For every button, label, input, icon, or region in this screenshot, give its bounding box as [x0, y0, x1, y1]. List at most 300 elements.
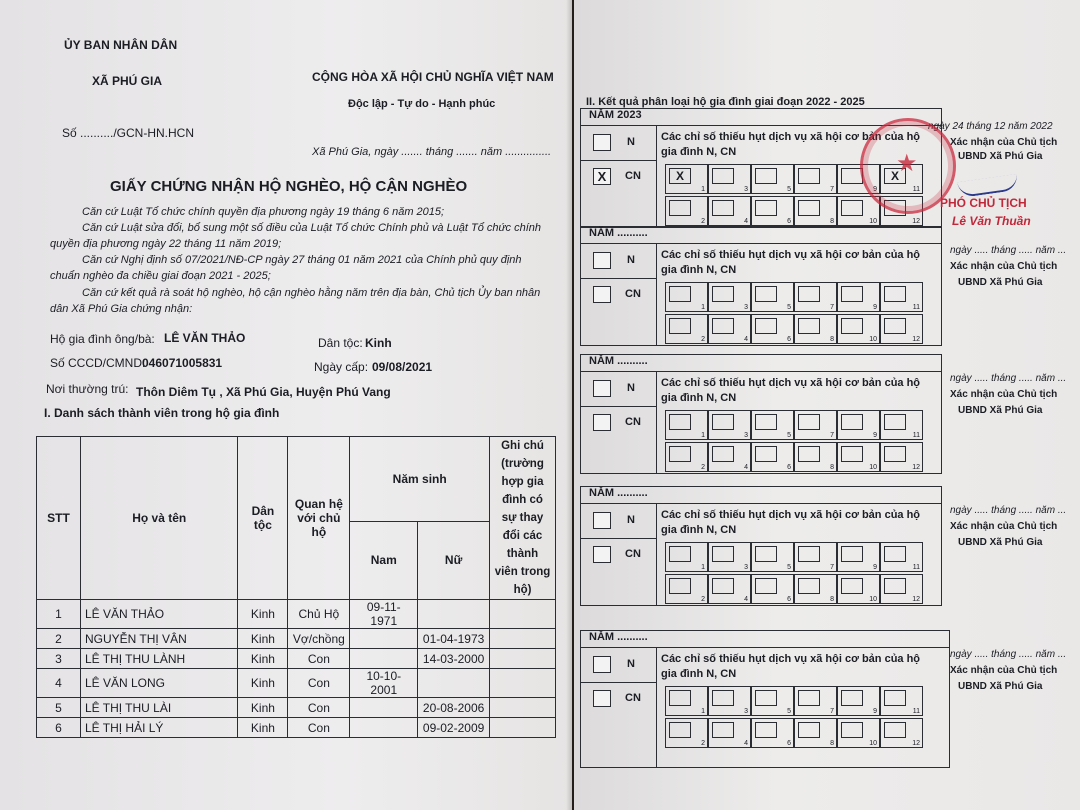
deprivation-number: 12 [912, 218, 920, 225]
deprivation-checkbox[interactable] [712, 690, 734, 706]
n-checkbox[interactable] [593, 252, 611, 269]
header-male: Nam [350, 521, 418, 599]
block-frame [581, 371, 941, 473]
confirm-line-2: UBND Xã Phú Gia [958, 151, 1043, 162]
deprivation-cell [751, 574, 794, 604]
deprivation-cell [708, 410, 751, 440]
member-birth-male [350, 629, 418, 649]
deprivation-checkbox[interactable] [798, 722, 820, 738]
deprivation-cell [880, 686, 923, 716]
deprivation-number: 7 [830, 432, 834, 439]
deprivation-number: 11 [912, 708, 920, 715]
block-divider [581, 538, 656, 539]
block-year: NĂM .......... [589, 631, 648, 643]
block-frame [581, 243, 941, 345]
member-birth-female: 01-04-1973 [418, 629, 490, 649]
deprivation-number: 10 [869, 336, 877, 343]
deprivation-checkbox[interactable] [798, 168, 820, 184]
deprivation-cell [837, 314, 880, 344]
deprivation-cell [794, 718, 837, 748]
deprivation-cell [880, 282, 923, 312]
confirm-line-1: Xác nhận của Chủ tịch [950, 137, 1058, 148]
deprivation-number: 3 [744, 432, 748, 439]
basis-line-4: Căn cứ Nghị định số 07/2021/NĐ-CP ngày 27 tháng 01 năm 2021 của Chính phủ quy định [82, 254, 522, 266]
section-2-heading: II. Kết quả phân loại hộ gia đình giai đoạn 2022 - 2025 [586, 96, 865, 108]
member-stt: 3 [37, 649, 81, 669]
member-note [490, 698, 556, 718]
deprivation-number: 11 [912, 186, 920, 193]
deprivation-number: 5 [787, 708, 791, 715]
deprivation-checkbox[interactable] [841, 414, 863, 430]
deprivation-number: 7 [830, 564, 834, 571]
member-table [36, 436, 556, 738]
cn-checkbox[interactable]: X [593, 168, 611, 185]
deprivation-number: 1 [701, 564, 705, 571]
deprivation-checkbox[interactable] [669, 286, 691, 302]
deprivation-number: 7 [830, 708, 834, 715]
deprivation-cell [751, 718, 794, 748]
basis-line-1: Căn cứ Luật Tổ chức chính quyền địa phương ngày 19 tháng 6 năm 2015; [82, 206, 445, 218]
member-relation: Con [288, 698, 350, 718]
header-relation: Quan hệ với chủ hộ [288, 437, 350, 600]
deprivation-number: 12 [912, 336, 920, 343]
member-ethnic: Kinh [238, 669, 288, 698]
deprivation-checkbox[interactable] [712, 168, 734, 184]
deprivation-checkbox[interactable] [755, 200, 777, 216]
member-stt: 6 [37, 718, 81, 738]
deprivation-number: 8 [830, 596, 834, 603]
deprivation-cell [794, 164, 837, 194]
deprivation-number: 12 [912, 464, 920, 471]
criteria-text: Các chỉ số thiếu hụt dịch vụ xã hội cơ bản của hộ gia đình N, CN [661, 509, 921, 536]
deprivation-number: 4 [744, 740, 748, 747]
deprivation-checkbox[interactable] [798, 414, 820, 430]
seal-star-icon: ★ [896, 150, 918, 177]
deprivation-number: 2 [701, 218, 705, 225]
deprivation-cell [794, 574, 837, 604]
classification-block [580, 486, 942, 606]
deprivation-cell [708, 718, 751, 748]
deprivation-checkbox[interactable] [884, 546, 906, 562]
member-birth-male: 09-11-1971 [350, 600, 418, 629]
member-row [37, 600, 556, 629]
classification-block [580, 630, 950, 768]
official-seal [860, 118, 956, 214]
deprivation-number: 10 [869, 596, 877, 603]
deprivation-cell [751, 686, 794, 716]
deprivation-number: 6 [787, 218, 791, 225]
deprivation-checkbox[interactable] [712, 200, 734, 216]
deprivation-cell [751, 196, 794, 226]
id-value: 046071005831 [142, 356, 223, 370]
member-note [490, 669, 556, 698]
member-note [490, 600, 556, 629]
date-line: Xã Phú Gia, ngày ....... tháng ....... năm ............... [312, 146, 552, 158]
member-birth-male [350, 649, 418, 669]
id-label: Số CCCD/CMND: [50, 356, 146, 370]
n-label: N [627, 136, 635, 148]
deprivation-checkbox[interactable] [798, 286, 820, 302]
block-year: NĂM .......... [589, 487, 648, 499]
deprivation-number: 4 [744, 464, 748, 471]
deprivation-number: 6 [787, 464, 791, 471]
signer-name: Lê Văn Thuần [952, 214, 1031, 228]
deprivation-number: 1 [701, 186, 705, 193]
deprivation-checkbox[interactable] [712, 722, 734, 738]
deprivation-number: 8 [830, 218, 834, 225]
deprivation-checkbox[interactable] [884, 446, 906, 462]
member-ethnic: Kinh [238, 600, 288, 629]
deprivation-checkbox[interactable] [669, 446, 691, 462]
deprivation-cell [665, 686, 708, 716]
confirm-line-1: Xác nhận của Chủ tịch [950, 389, 1058, 400]
address-value: Thôn Diêm Tụ , Xã Phú Gia, Huyện Phú Vang [136, 385, 391, 399]
confirm-line-2: UBND Xã Phú Gia [958, 405, 1043, 416]
member-birth-female: 14-03-2000 [418, 649, 490, 669]
deprivation-checkbox[interactable] [798, 200, 820, 216]
deprivation-number: 8 [830, 464, 834, 471]
deprivation-checkbox[interactable] [755, 318, 777, 334]
deprivation-cell [751, 164, 794, 194]
cn-label: CN [625, 692, 641, 704]
deprivation-cell [751, 314, 794, 344]
member-stt: 5 [37, 698, 81, 718]
confirm-date: ngày ..... tháng ..... năm ... [950, 245, 1067, 256]
member-relation: Vợ/chồng [288, 629, 350, 649]
member-ethnic: Kinh [238, 649, 288, 669]
deprivation-cell [880, 574, 923, 604]
nation-header: CỘNG HÒA XÃ HỘI CHỦ NGHĨA VIỆT NAM [312, 70, 554, 84]
confirm-date: ngày ..... tháng ..... năm ... [950, 373, 1067, 384]
deprivation-number: 7 [830, 304, 834, 311]
deprivation-number: 3 [744, 708, 748, 715]
member-stt: 1 [37, 600, 81, 629]
member-relation: Con [288, 649, 350, 669]
cn-label: CN [625, 548, 641, 560]
deprivation-cell [708, 314, 751, 344]
deprivation-checkbox[interactable] [669, 546, 691, 562]
address-label: Nơi thường trú: [46, 382, 129, 396]
deprivation-number: 2 [701, 740, 705, 747]
member-stt: 4 [37, 669, 81, 698]
deprivation-cell [880, 410, 923, 440]
deprivation-cell [837, 686, 880, 716]
deprivation-cell [708, 542, 751, 572]
section-1-heading: I. Danh sách thành viên trong hộ gia đình [44, 406, 280, 420]
deprivation-number: 2 [701, 596, 705, 603]
deprivation-checkbox[interactable] [798, 318, 820, 334]
deprivation-number: 10 [869, 218, 877, 225]
cn-checkbox[interactable] [593, 690, 611, 707]
basis-line-5: chuẩn nghèo đa chiều giai đoạn 2021 - 2025; [50, 270, 271, 282]
deprivation-checkbox[interactable]: X [669, 168, 691, 184]
deprivation-number: 5 [787, 186, 791, 193]
block-frame [581, 503, 941, 605]
deprivation-number: 6 [787, 336, 791, 343]
member-row [37, 669, 556, 698]
signer-title: PHÓ CHỦ TỊCH [940, 196, 1027, 210]
cn-label: CN [625, 288, 641, 300]
deprivation-checkbox[interactable] [841, 318, 863, 334]
deprivation-cell [665, 718, 708, 748]
header-female: Nữ [418, 521, 490, 599]
member-ethnic: Kinh [238, 698, 288, 718]
deprivation-checkbox[interactable] [798, 690, 820, 706]
agency-line-2: XÃ PHÚ GIA [92, 74, 163, 88]
member-relation: Chủ Hộ [288, 600, 350, 629]
deprivation-cell [751, 282, 794, 312]
deprivation-number: 5 [787, 564, 791, 571]
deprivation-cell [837, 718, 880, 748]
deprivation-cell [837, 282, 880, 312]
deprivation-cell [665, 410, 708, 440]
member-birth-female: 09-02-2009 [418, 718, 490, 738]
member-name: LÊ THỊ THU LÀI [80, 698, 238, 718]
basis-line-2: Căn cứ Luật sửa đổi, bổ sung một số điều của Luật Tổ chức Chính phủ và Luật Tổ chức chính [82, 222, 541, 234]
deprivation-number: 9 [873, 304, 877, 311]
member-name: LÊ VĂN LONG [80, 669, 238, 698]
deprivation-number: 1 [701, 304, 705, 311]
deprivation-cell [794, 686, 837, 716]
deprivation-number: 11 [912, 304, 920, 311]
deprivation-number: 5 [787, 304, 791, 311]
deprivation-cell [837, 410, 880, 440]
cn-label: CN [625, 170, 641, 182]
criteria-text: Các chỉ số thiếu hụt dịch vụ xã hội cơ bản của hộ gia đình N, CN [661, 653, 921, 680]
block-year: NĂM .......... [589, 227, 648, 239]
member-birth-female: 20-08-2006 [418, 698, 490, 718]
deprivation-number: 3 [744, 304, 748, 311]
block-divider [581, 406, 656, 407]
deprivation-cell [837, 574, 880, 604]
criteria-text: Các chỉ số thiếu hụt dịch vụ xã hội cơ bản của hộ gia đình N, CN [661, 249, 921, 276]
deprivation-cell [837, 542, 880, 572]
deprivation-number: 3 [744, 564, 748, 571]
deprivation-number: 9 [873, 708, 877, 715]
deprivation-number: 12 [912, 596, 920, 603]
deprivation-checkbox[interactable] [755, 286, 777, 302]
ethnic-value: Kinh [365, 336, 392, 350]
block-divider [581, 278, 656, 279]
cn-checkbox[interactable] [593, 546, 611, 563]
deprivation-number: 6 [787, 740, 791, 747]
n-checkbox[interactable] [593, 134, 611, 151]
deprivation-checkbox[interactable] [841, 578, 863, 594]
deprivation-number: 11 [912, 432, 920, 439]
deprivation-checkbox[interactable] [755, 690, 777, 706]
deprivation-checkbox[interactable] [712, 318, 734, 334]
deprivation-checkbox[interactable] [841, 286, 863, 302]
member-birth-male [350, 718, 418, 738]
member-birth-male [350, 698, 418, 718]
member-birth-female [418, 669, 490, 698]
member-stt: 2 [37, 629, 81, 649]
agency-line-1: ỦY BAN NHÂN DÂN [64, 38, 178, 52]
header-birth-year: Năm sinh [350, 437, 490, 522]
deprivation-number: 10 [869, 464, 877, 471]
basis-line-3: quyền địa phương ngày 22 tháng 11 năm 2019; [50, 238, 282, 250]
deprivation-checkbox[interactable] [798, 546, 820, 562]
n-checkbox[interactable] [593, 380, 611, 397]
member-note [490, 649, 556, 669]
deprivation-number: 3 [744, 186, 748, 193]
deprivation-checkbox[interactable] [712, 414, 734, 430]
deprivation-checkbox[interactable] [841, 446, 863, 462]
deprivation-checkbox[interactable] [755, 546, 777, 562]
deprivation-checkbox[interactable] [755, 446, 777, 462]
criteria-text: Các chỉ số thiếu hụt dịch vụ xã hội cơ bản của hộ gia đình N, CN [661, 377, 921, 404]
deprivation-checkbox[interactable] [884, 286, 906, 302]
block-frame [581, 647, 949, 767]
deprivation-checkbox[interactable] [755, 722, 777, 738]
ethnic-label: Dân tộc: [318, 336, 363, 350]
deprivation-checkbox[interactable] [712, 446, 734, 462]
member-name: LÊ VĂN THẢO [80, 600, 238, 629]
classification-block [580, 226, 942, 346]
member-relation: Con [288, 718, 350, 738]
block-divider [581, 160, 656, 161]
deprivation-cell [751, 542, 794, 572]
member-note [490, 718, 556, 738]
deprivation-number: 4 [744, 336, 748, 343]
cn-checkbox[interactable] [593, 414, 611, 431]
member-birth-female [418, 600, 490, 629]
deprivation-checkbox[interactable] [884, 690, 906, 706]
deprivation-cell [794, 410, 837, 440]
n-checkbox[interactable] [593, 656, 611, 673]
block-year: NĂM 2023 [589, 109, 642, 121]
deprivation-cell [880, 542, 923, 572]
deprivation-checkbox[interactable] [755, 414, 777, 430]
deprivation-number: 12 [912, 740, 920, 747]
member-name: NGUYỄN THỊ VÂN [80, 629, 238, 649]
block-divider [581, 682, 656, 683]
deprivation-number: 4 [744, 596, 748, 603]
deprivation-number: 9 [873, 186, 877, 193]
deprivation-number: 9 [873, 564, 877, 571]
member-birth-male: 10-10-2001 [350, 669, 418, 698]
deprivation-checkbox[interactable] [669, 200, 691, 216]
household-label: Hộ gia đình ông/bà: [50, 332, 155, 346]
deprivation-cell [880, 314, 923, 344]
deprivation-cell [880, 718, 923, 748]
deprivation-checkbox[interactable] [669, 690, 691, 706]
deprivation-cell [837, 196, 880, 226]
member-note [490, 629, 556, 649]
member-ethnic: Kinh [238, 718, 288, 738]
n-label: N [627, 254, 635, 266]
deprivation-checkbox[interactable] [669, 578, 691, 594]
deprivation-cell [665, 442, 708, 472]
basis-line-7: dân Xã Phú Gia chứng nhận: [50, 303, 193, 315]
deprivation-checkbox[interactable] [798, 446, 820, 462]
deprivation-checkbox[interactable] [841, 722, 863, 738]
deprivation-checkbox[interactable] [712, 546, 734, 562]
deprivation-cell [794, 282, 837, 312]
deprivation-number: 1 [701, 432, 705, 439]
confirm-date: ngày 24 tháng 12 năm 2022 [928, 121, 1053, 132]
deprivation-cell [794, 196, 837, 226]
block-year: NĂM .......... [589, 355, 648, 367]
basis-line-6: Căn cứ kết quả rà soát hộ nghèo, hộ cận nghèo hằng năm trên địa bàn, Chủ tịch Ủy ban nhân [82, 287, 541, 299]
member-row [37, 629, 556, 649]
n-checkbox[interactable] [593, 512, 611, 529]
deprivation-checkbox[interactable] [712, 578, 734, 594]
deprivation-cell [794, 314, 837, 344]
deprivation-cell [708, 574, 751, 604]
deprivation-cell [751, 410, 794, 440]
deprivation-cell [665, 574, 708, 604]
n-label: N [627, 382, 635, 394]
issue-date-label: Ngày cấp: [314, 360, 369, 374]
deprivation-cell [708, 686, 751, 716]
member-row [37, 649, 556, 669]
confirm-line-2: UBND Xã Phú Gia [958, 681, 1043, 692]
deprivation-cell [665, 282, 708, 312]
member-relation: Con [288, 669, 350, 698]
criteria-text: Các chỉ số thiếu hụt dịch vụ xã hội cơ bản của hộ gia đình N, CN [661, 131, 921, 158]
member-row [37, 698, 556, 718]
deprivation-number: 1 [701, 708, 705, 715]
deprivation-checkbox[interactable] [884, 414, 906, 430]
deprivation-cell [837, 442, 880, 472]
deprivation-number: 8 [830, 740, 834, 747]
confirm-line-1: Xác nhận của Chủ tịch [950, 665, 1058, 676]
issue-date-value: 09/08/2021 [372, 360, 433, 374]
deprivation-checkbox[interactable] [669, 414, 691, 430]
deprivation-checkbox[interactable] [884, 578, 906, 594]
deprivation-checkbox[interactable] [841, 690, 863, 706]
n-label: N [627, 658, 635, 670]
confirm-date: ngày ..... tháng ..... năm ... [950, 649, 1067, 660]
confirm-line-2: UBND Xã Phú Gia [958, 537, 1043, 548]
deprivation-checkbox[interactable] [884, 722, 906, 738]
deprivation-checkbox[interactable] [884, 318, 906, 334]
deprivation-cell [708, 164, 751, 194]
deprivation-checkbox[interactable]: X [884, 168, 906, 184]
deprivation-cell [708, 282, 751, 312]
header-ethnic: Dân tộc [238, 437, 288, 600]
deprivation-checkbox[interactable] [669, 318, 691, 334]
deprivation-checkbox[interactable] [755, 168, 777, 184]
member-name: LÊ THỊ THU LÀNH [80, 649, 238, 669]
deprivation-checkbox[interactable] [798, 578, 820, 594]
deprivation-number: 2 [701, 336, 705, 343]
member-name: LÊ THỊ HẢI LÝ [80, 718, 238, 738]
deprivation-cell [880, 442, 923, 472]
deprivation-cell [794, 542, 837, 572]
member-row [37, 718, 556, 738]
household-name: LÊ VĂN THẢO [164, 331, 246, 345]
deprivation-cell [665, 314, 708, 344]
deprivation-number: 9 [873, 432, 877, 439]
deprivation-cell [665, 196, 708, 226]
deprivation-number: 8 [830, 336, 834, 343]
cn-checkbox[interactable] [593, 286, 611, 303]
deprivation-checkbox[interactable] [841, 200, 863, 216]
deprivation-number: 2 [701, 464, 705, 471]
confirm-date: ngày ..... tháng ..... năm ... [950, 505, 1067, 516]
header-stt: STT [37, 437, 81, 600]
deprivation-checkbox[interactable] [841, 546, 863, 562]
deprivation-cell [708, 442, 751, 472]
document-number: Số ........../GCN-HN.HCN [62, 126, 195, 140]
deprivation-checkbox[interactable] [669, 722, 691, 738]
classification-block [580, 354, 942, 474]
deprivation-checkbox[interactable] [755, 578, 777, 594]
deprivation-number: 10 [869, 740, 877, 747]
deprivation-checkbox[interactable] [712, 286, 734, 302]
